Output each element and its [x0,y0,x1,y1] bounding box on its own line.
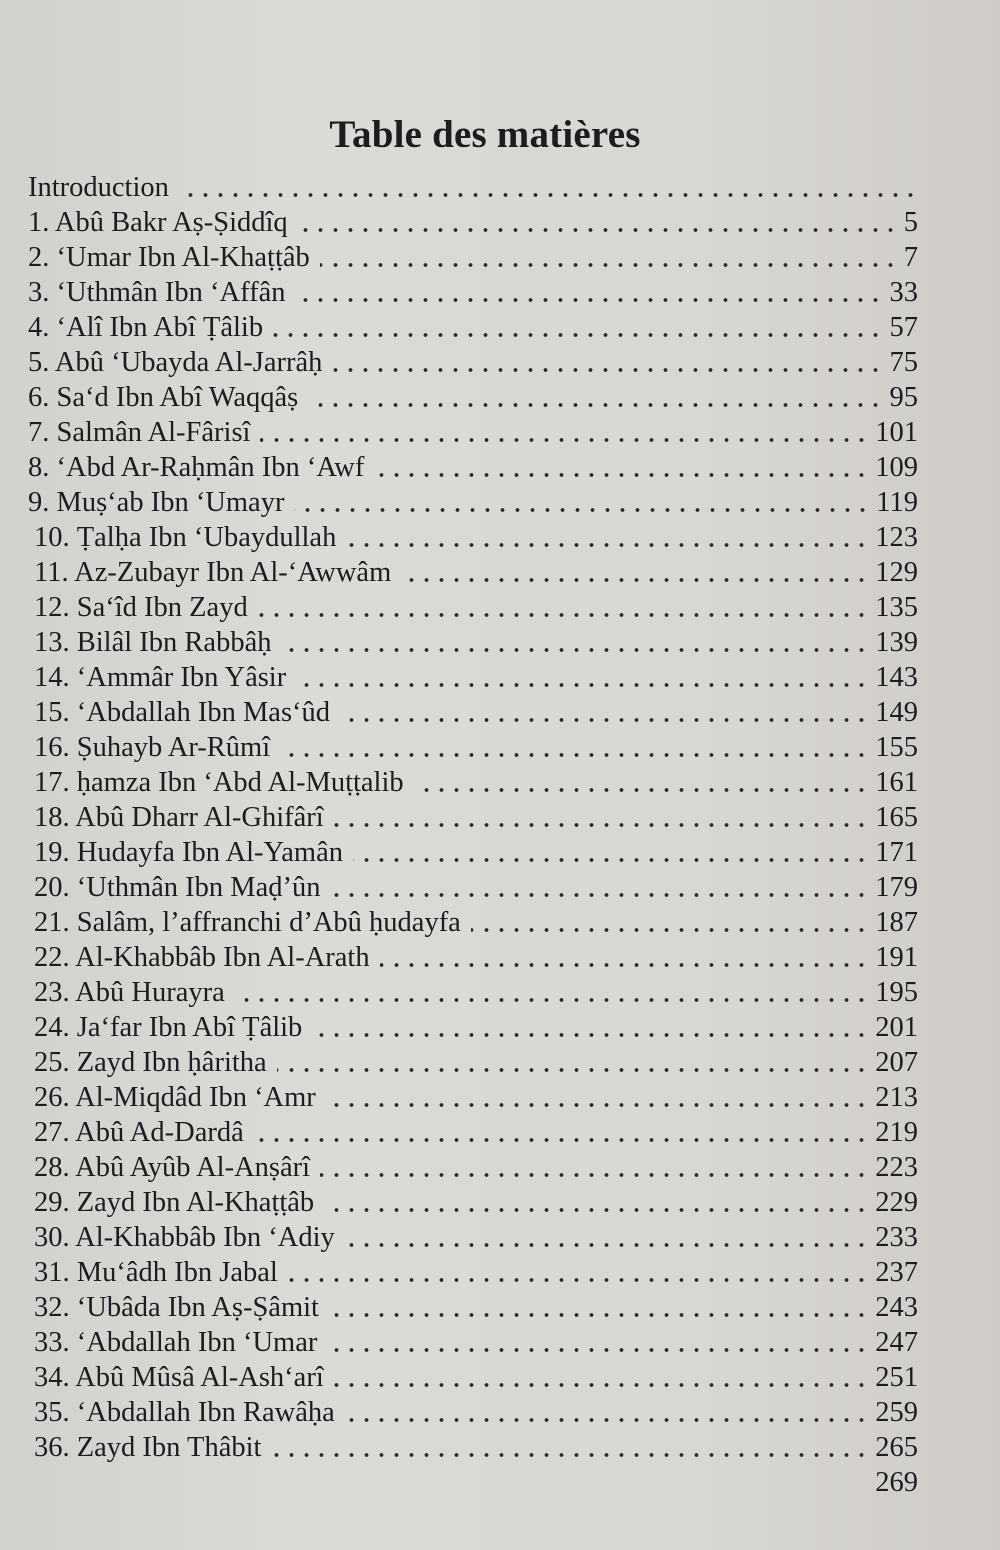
toc-dot-leader [308,403,883,407]
toc-page-number: 123 [875,522,918,553]
toc-dot-leader [334,1383,869,1387]
toc-entry [28,555,918,590]
toc-dot-leader [331,893,869,897]
toc-entry-title: 30. Al-Khabbâb Ibn ‘Adiy [34,1222,335,1253]
toc-entry-title: 20. ‘Uthmân Ibn Maḍ’ûn [34,872,321,903]
toc-entry [28,485,918,520]
toc-dot-leader [324,1208,869,1212]
toc-page-number: 161 [875,767,918,798]
toc-dot-leader [296,298,883,302]
toc-entry-title: 34. Abû Mûsâ Al-Ash‘arî [34,1362,324,1393]
toc-dot-leader [345,1243,869,1247]
toc-entry-title: 8. ‘Abd Ar-Raḥmân Ibn ‘Awf [28,452,365,483]
toc-entry [28,625,918,660]
toc-page-number: 101 [875,417,918,448]
toc-page-number: 75 [889,347,918,378]
toc-page-number: 5 [903,207,918,238]
toc-entry-title: 32. ‘Ubâda Ibn Aṣ-Ṣâmit [34,1292,319,1323]
toc-entry-title: 5. Abû ‘Ubayda Al-Jarrâḥ [28,347,323,378]
toc-page-number: 149 [875,697,918,728]
toc-dot-leader [281,648,869,652]
toc-dot-leader [327,1348,869,1352]
toc-page-number: 207 [875,1047,918,1078]
toc-dot-leader [273,333,883,337]
toc-entry [28,835,918,870]
toc-entry-title: 7. Salmân Al-Fârisî [28,417,251,448]
toc-entry-title: 35. ‘Abdallah Ibn Rawâḥa [34,1397,335,1428]
toc-page-number: 33 [889,277,918,308]
toc-dot-leader [296,683,869,687]
toc-page-number: 213 [875,1082,918,1113]
toc-page-number: 229 [875,1187,918,1218]
toc-dot-leader [374,473,869,477]
toc-entry-title: 18. Abû Dharr Al-Ghifârî [34,802,324,833]
toc-entry [28,765,918,800]
toc-entry-title: 36. Zayd Ibn Thâbit [34,1432,262,1463]
toc-entry-title: 4. ‘Alî Ibn Abî Ṭâlib [28,312,264,343]
toc-entry [28,170,918,205]
toc-dot-leader [312,1033,869,1037]
page-title: Table des matières [329,113,641,156]
toc-entry-title: 17. ḥamza Ibn ‘Abd Al-Muṭṭalib [34,767,404,798]
toc-entry-title: 24. Ja‘far Ibn Abî Ṭâlib [34,1012,303,1043]
toc-entry [28,1465,918,1500]
toc-dot-leader [260,438,869,442]
toc-page-number: 129 [875,557,918,588]
toc-dot-leader [345,1418,869,1422]
toc-entry [28,240,918,275]
toc-entry-title: 28. Abû Ayûb Al-Anṣârî [34,1152,311,1183]
toc-dot-leader [235,998,869,1002]
toc-entry [28,975,918,1010]
toc-dot-leader [179,193,918,197]
toc-dot-leader [329,1313,869,1317]
toc-entry-title: 19. Hudayfa Ibn Al-Yamân [34,837,343,868]
toc-entry-title: Introduction [28,172,169,203]
toc-entry [28,940,918,975]
toc-dot-leader [340,718,869,722]
toc-entry-title: 9. Muṣ‘ab Ibn ‘Umayr [28,487,285,518]
toc-page-number: 243 [875,1292,918,1323]
toc-dot-leader [334,823,869,827]
toc-entry-title: 26. Al-Miqdâd Ibn ‘Amr [34,1082,316,1113]
toc-entry-title: 12. Sa‘îd Ibn Zayd [34,592,248,623]
toc-entry-title: 25. Zayd Ibn ḥâritha [34,1047,267,1078]
toc-entry-title: 3. ‘Uthmân Ibn ‘Affân [28,277,286,308]
toc-page-number: 95 [889,382,918,413]
toc-dot-leader [254,1138,869,1142]
toc-dot-leader [332,368,883,372]
toc-entry-title: 29. Zayd Ibn Al-Khaṭṭâb [34,1187,315,1218]
toc-dot-leader [258,613,869,617]
toc-dot-leader [298,228,898,232]
toc-entry-title: 10. Ṭalḥa Ibn ‘Ubaydullah [34,522,337,553]
toc-entry [28,345,918,380]
toc-entry [28,1045,918,1080]
toc-page-number: 171 [875,837,918,868]
toc-dot-leader [326,1103,869,1107]
toc-dot-leader [271,1453,869,1457]
toc-entry [28,450,918,485]
toc-entry-title: 21. Salâm, l’affranchi d’Abû ḥudayfa [34,907,461,938]
toc-entry [28,1255,918,1290]
toc-page-number: 57 [889,312,918,343]
toc-page-number: 179 [875,872,918,903]
toc-entry-title: 22. Al-Khabbâb Ibn Al-Arath [34,942,370,973]
toc-entry [28,1115,918,1150]
toc-page-number: 143 [875,662,918,693]
toc-page-number: 237 [875,1257,918,1288]
toc-entry-title: 11. Az-Zubayr Ibn Al-‘Awwâm [34,557,392,588]
toc-entry [28,205,918,240]
toc-page-number: 269 [875,1467,918,1498]
toc-entry-title: 23. Abû Hurayra [34,977,225,1008]
toc-page-number: 155 [875,732,918,763]
toc-page-number: 109 [875,452,918,483]
toc-entry-title: 16. Ṣuhayb Ar-Rûmî [34,732,271,763]
toc-entry [28,310,918,345]
toc-entry-title: 31. Mu‘âdh Ibn Jabal [34,1257,278,1288]
toc-entry [28,1010,918,1045]
toc-entry [28,1220,918,1255]
toc-page-number: 195 [875,977,918,1008]
toc-dot-leader [414,788,869,792]
toc-dot-leader [471,928,869,932]
toc-dot-leader [277,1068,869,1072]
toc-entry [28,800,918,835]
toc-entry [28,590,918,625]
toc-page-number: 135 [875,592,918,623]
toc-entry [28,1325,918,1360]
toc-entry [28,695,918,730]
toc-entry [28,870,918,905]
toc-entry [28,1360,918,1395]
toc-page-number: 139 [875,627,918,658]
toc-entry [28,275,918,310]
toc-page-number: 187 [875,907,918,938]
toc-entry [28,1150,918,1185]
toc-dot-leader [380,963,869,967]
toc-page-number: 265 [875,1432,918,1463]
toc-page-number: 119 [876,487,918,518]
toc-entry [28,1185,918,1220]
toc-entry [28,415,918,450]
toc-dot-leader [401,578,869,582]
toc-entry-title: 33. ‘Abdallah Ibn ‘Umar [34,1327,318,1358]
toc-entry [28,520,918,555]
toc-page-number: 233 [875,1222,918,1253]
toc-entry-title: 1. Abû Bakr Aṣ-Ṣiddîq [28,207,288,238]
toc-entry-title: 14. ‘Ammâr Ibn Yâsir [34,662,287,693]
toc-entry [28,1430,918,1465]
toc-entry-title: 15. ‘Abdallah Ibn Mas‘ûd [34,697,331,728]
toc-entry-title: 27. Abû Ad-Dardâ [34,1117,244,1148]
toc-dot-leader [288,1278,869,1282]
toc-entry [28,1290,918,1325]
toc-entry-title: 6. Sa‘d Ibn Abî Waqqâṣ [28,382,299,413]
toc-dot-leader [280,753,869,757]
toc-page-number: 223 [875,1152,918,1183]
toc-page-number: 251 [875,1362,918,1393]
toc-entry [28,1395,918,1430]
toc-dot-leader [353,858,869,862]
toc-entry [28,905,918,940]
toc-entry [28,380,918,415]
toc-page-number: 201 [875,1012,918,1043]
toc-page-number: 219 [875,1117,918,1148]
toc-page-number: 165 [875,802,918,833]
toc-page-number: 247 [875,1327,918,1358]
toc-page-number: 259 [875,1397,918,1428]
toc-dot-leader [294,508,870,512]
toc-entry [28,660,918,695]
toc-page-number: 7 [903,242,918,273]
toc-entry-title: 2. ‘Umar Ibn Al-Khaṭṭâb [28,242,310,273]
toc-dot-leader [346,543,869,547]
toc-entry [28,730,918,765]
table-of-contents [28,170,918,1500]
toc-entry [28,1080,918,1115]
toc-dot-leader [320,263,898,267]
toc-page-number: 191 [875,942,918,973]
toc-dot-leader [320,1173,869,1177]
toc-entry-title: 13. Bilâl Ibn Rabbâḥ [34,627,272,658]
